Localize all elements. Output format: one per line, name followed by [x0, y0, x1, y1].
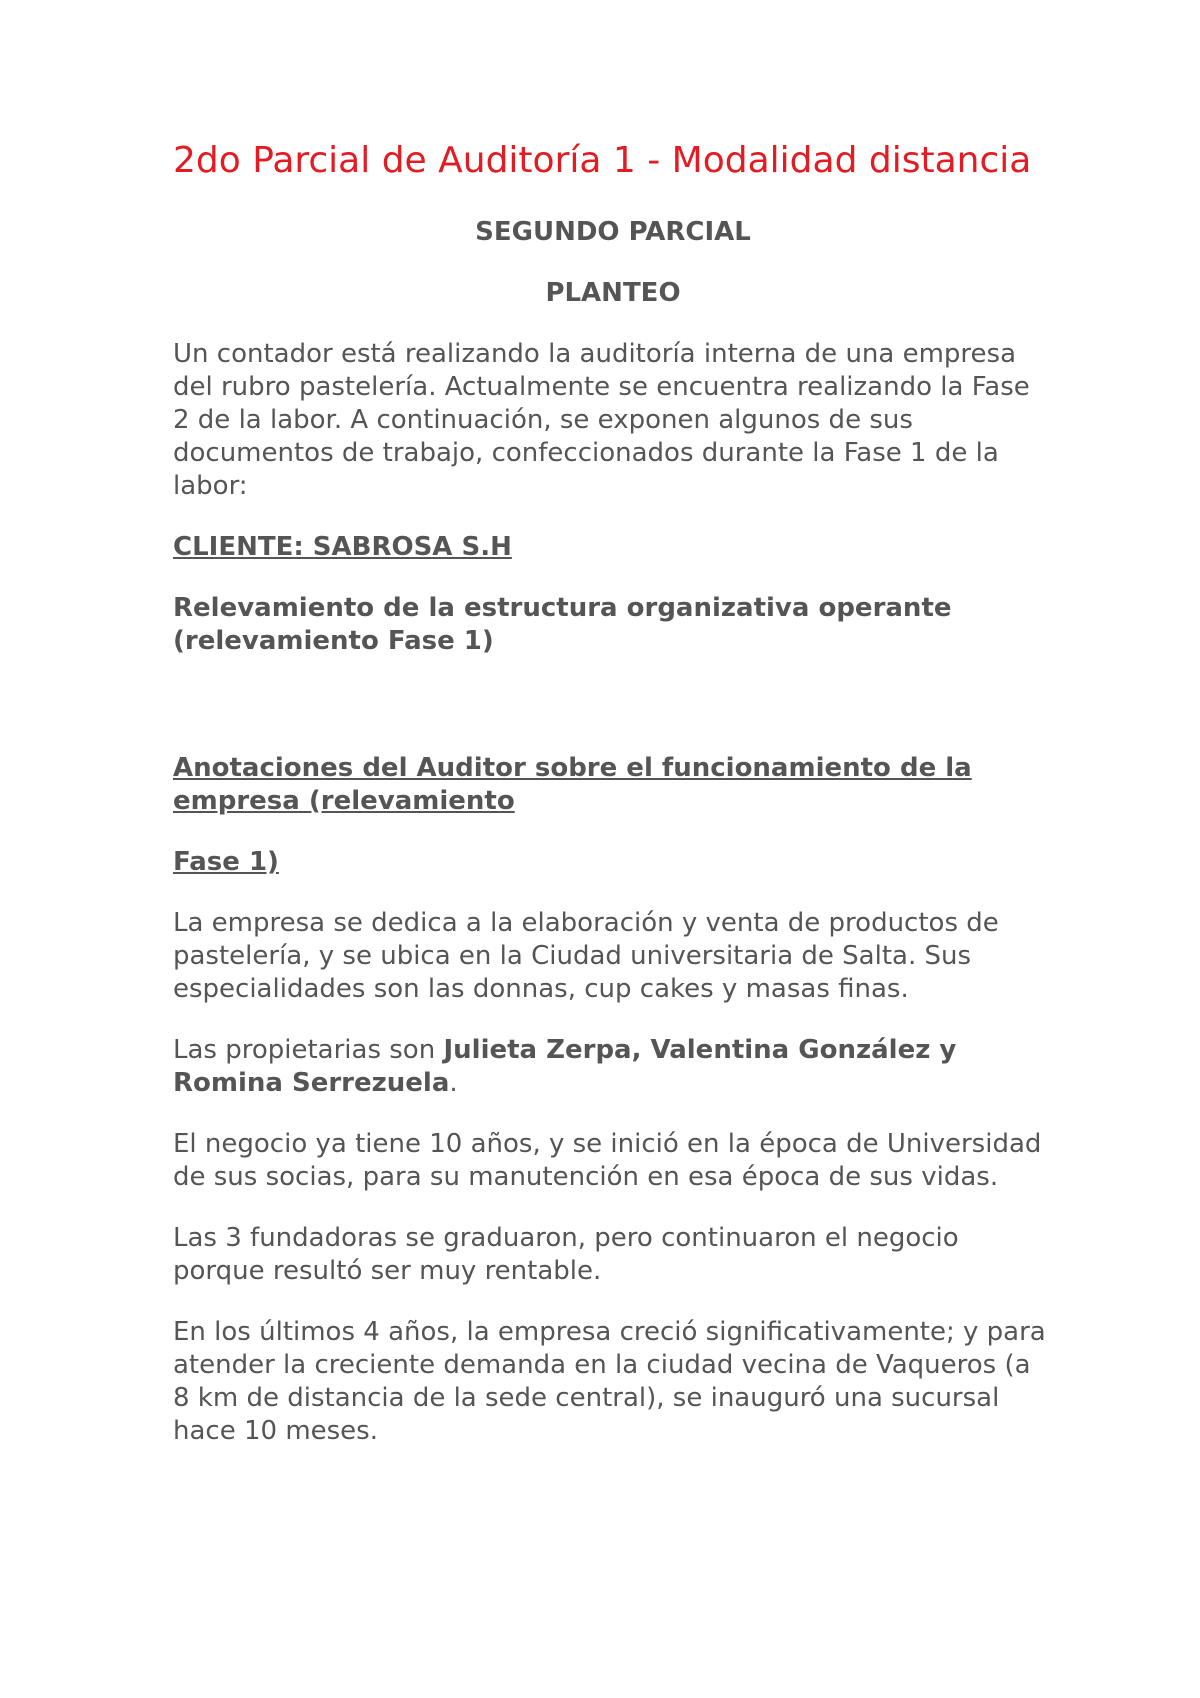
heading-planteo: PLANTEO — [545, 278, 681, 308]
paragraph-owners — [173, 1034, 1053, 1100]
owners-suffix: . — [449, 1068, 458, 1098]
heading-segundo-parcial: SEGUNDO PARCIAL — [475, 217, 751, 247]
document-content — [173, 140, 1053, 1476]
blank-gap — [173, 686, 1053, 752]
owners-prefix: Las propietarias son — [173, 1035, 444, 1065]
document-title: 2do Parcial de Auditoría 1 - Modalidad distancia — [173, 140, 1032, 181]
paragraph-founders: Las 3 fundadoras se graduaron, pero continuaron el negocio porque resultó ser muy rentable. — [173, 1223, 959, 1286]
paragraph-history: El negocio ya tiene 10 años, y se inició en la época de Universidad de sus socias, para su manutención en esa época de sus vidas. — [173, 1129, 1042, 1192]
annotations-heading-line2: Fase 1) — [173, 847, 279, 877]
owners-names: Julieta Zerpa, Valentina González y Romina Serrezuela — [173, 1035, 957, 1098]
intro-paragraph: Un contador está realizando la auditoría interna de una empresa del rubro pastelería. Actualmente se encuentra realizando la Fase 2 de la labor. A continuación, se exponen algunos de sus documentos de trabajo, confeccionados durante la Fase 1 de la labor: — [173, 339, 1030, 501]
paragraph-business: La empresa se dedica a la elaboración y venta de productos de pastelería, y se ubica en la Ciudad universitaria de Salta. Sus especialidades son las donnas, cup cakes y masas finas. — [173, 908, 999, 1004]
survey-title: Relevamiento de la estructura organizativa operante (relevamiento Fase 1) — [173, 593, 952, 656]
annotations-heading-line1: Anotaciones del Auditor sobre el funcionamiento de la empresa (relevamiento — [173, 753, 972, 816]
paragraph-growth: En los últimos 4 años, la empresa creció significativamente; y para atender la creciente demanda en la ciudad vecina de Vaqueros (a 8 km de distancia de la sede central), se inauguró una sucursal hace 10 meses. — [173, 1317, 1046, 1446]
client-heading: CLIENTE: SABROSA S.H — [173, 532, 512, 562]
